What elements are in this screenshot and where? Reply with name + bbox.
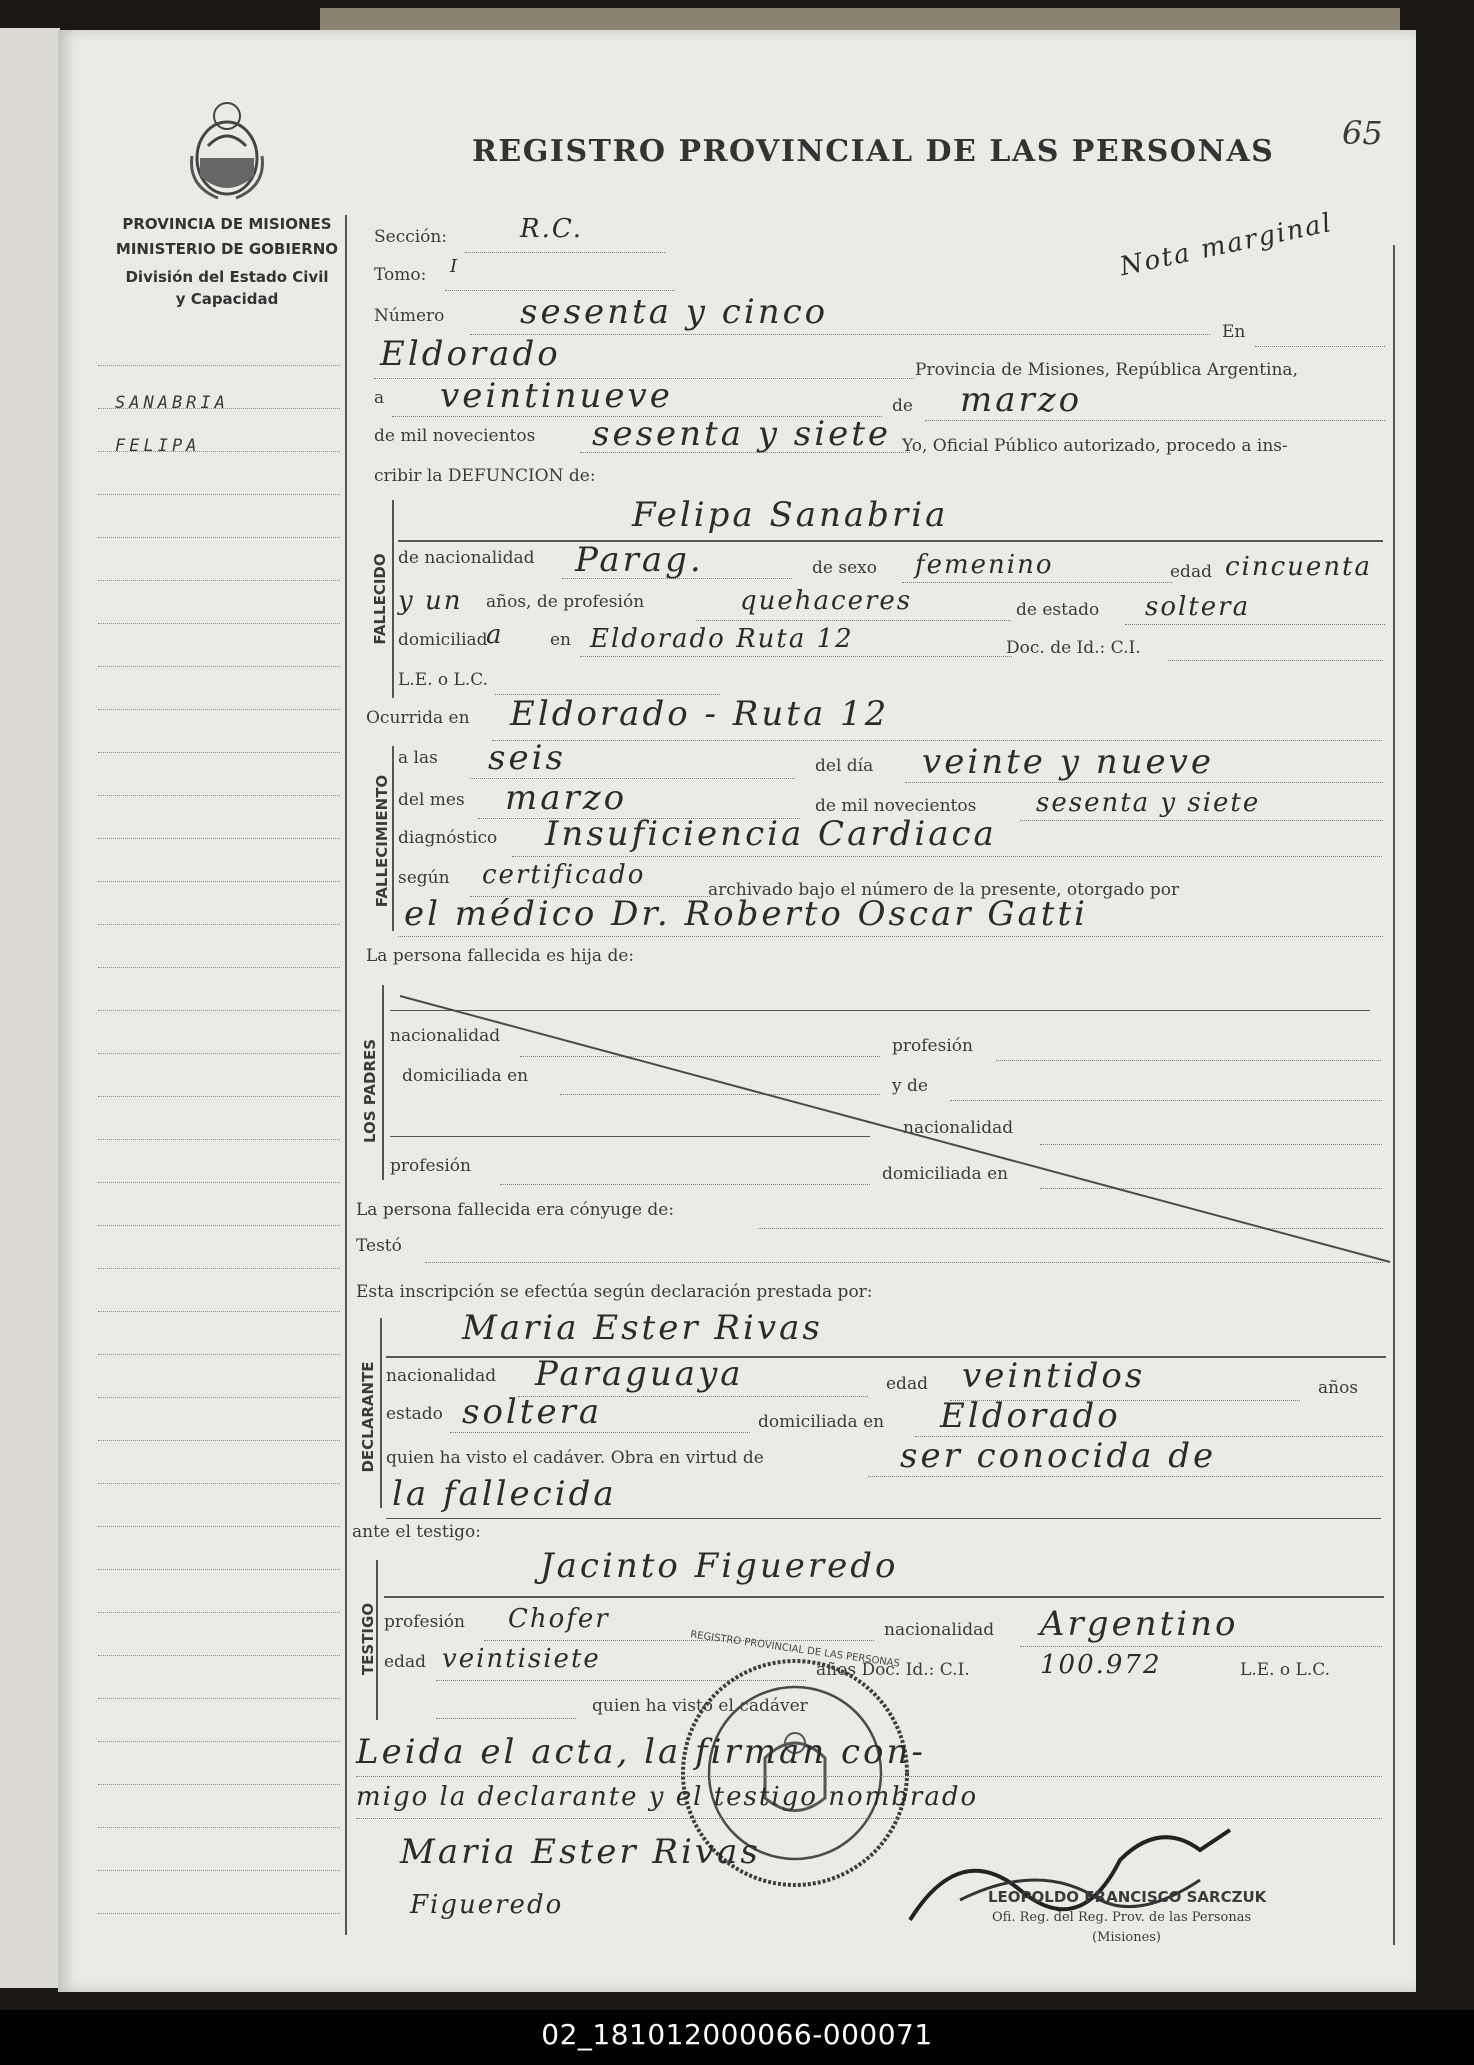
margin-line (98, 537, 340, 538)
line-nombre (398, 540, 1383, 542)
value-domiciliad-suffix: a (486, 620, 504, 650)
value-nota-1: Leida el acta, la firman con- (356, 1732, 926, 1772)
value-profesion: quehaceres (740, 586, 913, 616)
margin-line (98, 666, 340, 667)
label-seccion: Sección: (374, 227, 448, 247)
line-medico (398, 936, 1383, 937)
side-label-padres: LOS PADRES (361, 1038, 379, 1144)
line-seccion (465, 252, 665, 253)
value-test-edad: veintisiete (442, 1644, 601, 1674)
margin-line (98, 752, 340, 753)
stamp-text: REGISTRO PROVINCIAL DE LAS PERSONAS (689, 1629, 901, 1670)
label-decl-nacionalidad: nacionalidad (386, 1366, 497, 1386)
side-label-testigo: TESTIGO (359, 1602, 377, 1676)
value-test-ci: 100.972 (1040, 1650, 1162, 1680)
image-caption: 02_181012000066-000071 (541, 2018, 933, 2051)
margin-surname: SANABRIA (115, 393, 229, 413)
label-provincia: Provincia de Misiones, República Argentina, (915, 360, 1298, 380)
label-decl-estado: estado (386, 1404, 443, 1424)
line-diagnostico (512, 856, 1382, 857)
label-le-lc: L.E. o L.C. (398, 670, 489, 690)
value-numero: sesenta y cinco (520, 292, 829, 332)
margin-line (98, 1096, 340, 1097)
form-left-border (345, 215, 347, 1935)
value-declarante: Maria Ester Rivas (462, 1308, 823, 1348)
fallecido-divider (392, 500, 394, 698)
margin-line (98, 967, 340, 968)
label-domiciliad: domiciliad (398, 630, 488, 650)
value-anio2: sesenta y siete (1036, 788, 1261, 818)
margin-line (98, 1784, 340, 1785)
label-numero: Número (374, 306, 445, 326)
label-test-edad: edad (384, 1652, 426, 1672)
label-inscripcion: Esta inscripción se efectúa según declaración prestada por: (356, 1282, 873, 1302)
value-virtud: ser conocida de (900, 1436, 1217, 1476)
label-quien-visto-2: quien ha visto el cadáver (592, 1696, 808, 1716)
margin-line (98, 838, 340, 839)
header-province: PROVINCIA DE MISIONES (122, 215, 332, 233)
signature-declarante: Maria Ester Rivas (400, 1832, 761, 1872)
side-label-fallecido: FALLECIDO (371, 553, 389, 645)
label-quien-visto: quien ha visto el cadáver. Obra en virtud de (386, 1448, 764, 1468)
side-label-declarante: DECLARANTE (359, 1361, 377, 1473)
line-decl-estado (450, 1432, 750, 1433)
line-testigo-nombre (384, 1596, 1384, 1598)
label-padre-domicilio: domiciliada en (402, 1066, 529, 1086)
line-anio2 (1020, 820, 1383, 821)
label-yo-oficial: Yo, Oficial Público autorizado, procedo a ins- (902, 436, 1288, 456)
margin-line (98, 580, 340, 581)
margin-line (98, 1698, 340, 1699)
value-decl-edad: veintidos (962, 1356, 1146, 1396)
value-mes: marzo (960, 380, 1083, 420)
label-nacionalidad: de nacionalidad (398, 548, 535, 568)
label-diagnostico: diagnóstico (398, 828, 498, 848)
label-a-las: a las (398, 748, 438, 768)
line-profesion (696, 620, 1011, 621)
label-doc-id: Doc. de Id.: C.I. (1006, 638, 1141, 658)
margin-line (98, 1870, 340, 1871)
label-padre-nacionalidad: nacionalidad (390, 1026, 501, 1046)
label-ocurrida: Ocurrida en (366, 708, 470, 728)
value-seccion: R.C. (520, 214, 584, 244)
value-edad-2: y un (398, 586, 463, 616)
margin-line (98, 881, 340, 882)
margin-line (98, 1741, 340, 1742)
fallecimiento-divider (392, 746, 394, 931)
value-nombre: Felipa Sanabria (632, 495, 949, 535)
declarante-divider (380, 1318, 382, 1508)
margin-line (98, 494, 340, 495)
value-domicilio: Eldorado Ruta 12 (590, 624, 854, 654)
margin-line (98, 1526, 340, 1527)
line-mes (925, 420, 1385, 421)
label-madre-nacionalidad: nacionalidad (903, 1118, 1014, 1138)
margin-given-name: FELIPA (115, 436, 201, 456)
signature-testigo: Figueredo (410, 1890, 564, 1920)
margin-line (98, 1182, 340, 1183)
line-en (1255, 346, 1385, 347)
official-location: (Misiones) (1092, 1930, 1162, 1945)
margin-line (98, 1913, 340, 1914)
label-hija-de: La persona fallecida es hija de: (366, 946, 635, 966)
label-decl-domicilio: domiciliada en (758, 1412, 885, 1432)
line-test-nacionalidad (1020, 1646, 1382, 1647)
margin-line (98, 623, 340, 624)
margin-line (98, 924, 340, 925)
value-mes2: marzo (505, 778, 628, 818)
value-anio: sesenta y siete (592, 414, 892, 454)
margin-line (98, 1139, 340, 1140)
label-en: En (1222, 322, 1246, 342)
label-test-profesion: profesión (384, 1612, 465, 1632)
line-test-extra (436, 1718, 576, 1719)
margin-line (98, 1225, 340, 1226)
label-archivado: archivado bajo el número de la presente, otorgado por (708, 880, 1180, 900)
page-number: 65 (1342, 114, 1383, 152)
cancellation-stroke (380, 990, 1400, 1270)
official-name: LEOPOLDO FRANCISCO SARCZUK (988, 1888, 1267, 1906)
label-de-mil-2: de mil novecientos (815, 796, 977, 816)
margin-line (98, 1268, 340, 1269)
margin-line (98, 1612, 340, 1613)
label-decl-anos: años (1318, 1378, 1359, 1398)
label-tomo: Tomo: (374, 265, 427, 285)
label-de: de (892, 396, 913, 416)
line-numero (470, 334, 1210, 335)
line-domicilio (580, 656, 1012, 657)
label-madre-domicilio: domiciliada en (882, 1164, 1009, 1184)
line-nota-1 (356, 1776, 1382, 1777)
margin-line (98, 1440, 340, 1441)
label-segun: según (398, 868, 450, 888)
label-testo: Testó (356, 1236, 402, 1256)
line-virtud-2 (386, 1518, 1381, 1519)
label-del-dia: del día (815, 756, 874, 776)
margin-line (98, 1827, 340, 1828)
coat-of-arms-icon (188, 96, 266, 204)
value-testigo: Jacinto Figueredo (540, 1546, 899, 1586)
margin-line (98, 795, 340, 796)
label-test-le-lc: L.E. o L.C. (1240, 1660, 1331, 1680)
value-dia: veintinueve (440, 376, 673, 416)
value-nota-2: migo la declarante y el testigo nombrado (356, 1782, 979, 1812)
label-estado: de estado (1016, 600, 1100, 620)
line-dia2 (905, 782, 1383, 783)
margin-line (98, 1053, 340, 1054)
margin-line (98, 1655, 340, 1656)
margin-line (98, 1569, 340, 1570)
label-y-de: y de (892, 1076, 928, 1096)
label-ante-testigo: ante el testigo: (352, 1522, 482, 1542)
margin-line (98, 1397, 340, 1398)
label-domicilio-en: en (550, 630, 572, 650)
value-decl-domicilio: Eldorado (940, 1396, 1121, 1436)
line-tomo (445, 290, 675, 291)
value-hora: seis (488, 738, 566, 778)
value-test-nacionalidad: Argentino (1040, 1604, 1239, 1644)
value-tomo: I (450, 256, 460, 277)
label-conyuge: La persona fallecida era cónyuge de: (356, 1200, 675, 1220)
margin-line (98, 709, 340, 710)
value-lugar: Eldorado (380, 334, 561, 374)
margin-line (98, 365, 340, 366)
value-segun: certificado (482, 860, 646, 890)
header-capacity: y Capacidad (175, 290, 279, 308)
label-test-doc: años Doc. Id.: C.I. (816, 1660, 970, 1680)
margin-line (98, 1311, 340, 1312)
value-virtud-2: la fallecida (392, 1474, 617, 1514)
label-decl-edad: edad (886, 1374, 928, 1394)
value-dia2: veinte y nueve (922, 742, 1214, 782)
value-nacionalidad: Parag. (575, 540, 704, 580)
line-virtud (868, 1476, 1383, 1477)
value-medico: el médico Dr. Roberto Oscar Gatti (404, 894, 1088, 934)
line-sexo (902, 582, 1172, 583)
value-decl-estado: soltera (462, 1392, 603, 1432)
label-padre-profesion: profesión (892, 1036, 973, 1056)
label-madre-profesion: profesión (390, 1156, 471, 1176)
label-test-nacionalidad: nacionalidad (884, 1620, 995, 1640)
header-ministry: MINISTERIO DE GOBIERNO (115, 240, 339, 258)
left-page-edge (0, 28, 60, 1988)
label-inscribir: cribir la DEFUNCION de: (374, 466, 596, 486)
label-de-mil: de mil novecientos (374, 426, 536, 446)
header-division: División del Estado Civil (125, 268, 329, 286)
label-a: a (374, 388, 385, 408)
side-label-fallecimiento: FALLECIMIENTO (373, 774, 391, 908)
line-doc-id (1168, 660, 1383, 661)
label-sexo: de sexo (812, 558, 877, 578)
line-ocurrida (492, 740, 1382, 741)
value-diagnostico: Insuficiencia Cardiaca (545, 814, 997, 854)
label-del-mes: del mes (398, 790, 465, 810)
value-estado: soltera (1145, 592, 1251, 622)
page-title: REGISTRO PROVINCIAL DE LAS PERSONAS (472, 134, 1275, 169)
margin-line (98, 1354, 340, 1355)
margin-line (98, 1010, 340, 1011)
value-edad: cincuenta (1225, 552, 1373, 582)
line-estado (1125, 624, 1385, 625)
label-anos-profesion: años, de profesión (486, 592, 645, 612)
value-sexo: femenino (915, 550, 1054, 580)
official-title: Ofi. Reg. del Reg. Prov. de las Personas (992, 1910, 1252, 1925)
margin-line (98, 1483, 340, 1484)
value-ocurrida: Eldorado - Ruta 12 (510, 694, 890, 734)
label-edad: edad (1170, 562, 1212, 582)
line-test-profesion (484, 1640, 874, 1641)
value-test-profesion: Chofer (508, 1604, 610, 1634)
marginal-note-stamp: Nota marginal (1117, 207, 1336, 283)
value-decl-nacionalidad: Paraguaya (535, 1354, 744, 1394)
